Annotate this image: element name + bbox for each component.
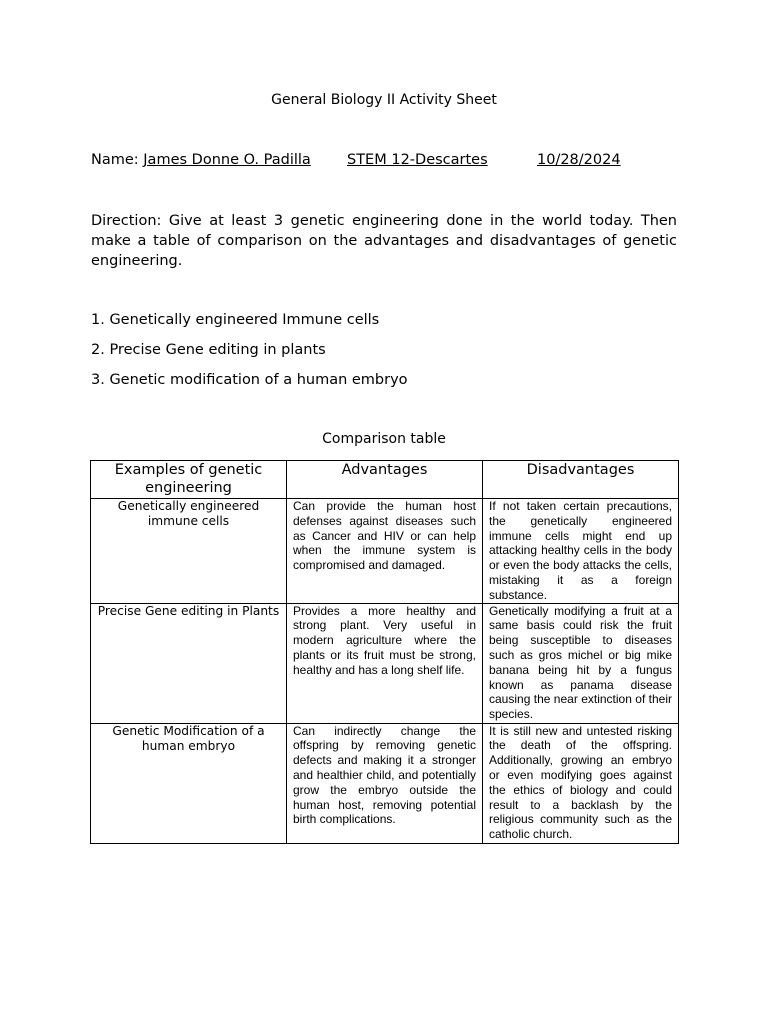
name-line — [91, 152, 621, 168]
document-date: 10/28/2024 — [537, 152, 621, 168]
comparison-table — [90, 460, 679, 844]
table-row — [91, 603, 679, 723]
student-strand: STEM 12-Descartes — [347, 152, 488, 168]
document-title: General Biology II Activity Sheet — [271, 92, 497, 108]
list-item: 3. Genetic modification of a human embryo — [91, 372, 408, 388]
list-item: 1. Genetically engineered Immune cells — [91, 312, 380, 328]
student-name: James Donne O. Padilla — [143, 152, 311, 168]
table-row — [91, 723, 679, 843]
cell-example: Genetic Modification of a human embryo — [91, 723, 287, 843]
header-advantages: Advantages — [287, 461, 483, 499]
cell-advantages: Can indirectly change the offspring by removing genetic defects and making it a stronger and healthier child, and potentially grow the embryo outside the human host, removing potential birth complications. — [287, 723, 483, 843]
cell-example: Genetically engineered immune cells — [91, 499, 287, 604]
cell-advantages: Provides a more healthy and strong plant. Very useful in modern agriculture where the plants or its fruit must be strong, healthy and has a long shelf life. — [287, 603, 483, 723]
examples-list — [91, 311, 408, 401]
table-caption: Comparison table — [322, 431, 446, 447]
cell-advantages: Can provide the human host defenses against diseases such as Cancer and HIV or can help when the immune system is compromised and damaged. — [287, 499, 483, 604]
table-header-row — [91, 461, 679, 499]
cell-disadvantages: It is still new and untested risking the death of the offspring. Additionally, growing an embryo or even modifying goes against the ethics of biology and could result to a backlash by the religious community such as the catholic church. — [483, 723, 679, 843]
header-disadvantages: Disadvantages — [483, 461, 679, 499]
header-examples: Examples of genetic engineering — [91, 461, 287, 499]
cell-example: Precise Gene editing in Plants — [91, 603, 287, 723]
name-label: Name: — [91, 152, 144, 168]
cell-disadvantages: If not taken certain precautions, the genetically engineered immune cells might end up attacking healthy cells in the body or even the body attacks the cells, mistaking it as a foreign substance. — [483, 499, 679, 604]
cell-disadvantages: Genetically modifying a fruit at a same basis could risk the fruit being susceptible to diseases such as gros michel or big mike banana being hit by a fungus known as panama disease causing the near extinction of their species. — [483, 603, 679, 723]
table-row — [91, 499, 679, 604]
direction-text: Direction: Give at least 3 genetic engineering done in the world today. Then make a table of comparison on the advantages and disadvantages of genetic engineering. — [91, 213, 677, 269]
list-item: 2. Precise Gene editing in plants — [91, 342, 326, 358]
